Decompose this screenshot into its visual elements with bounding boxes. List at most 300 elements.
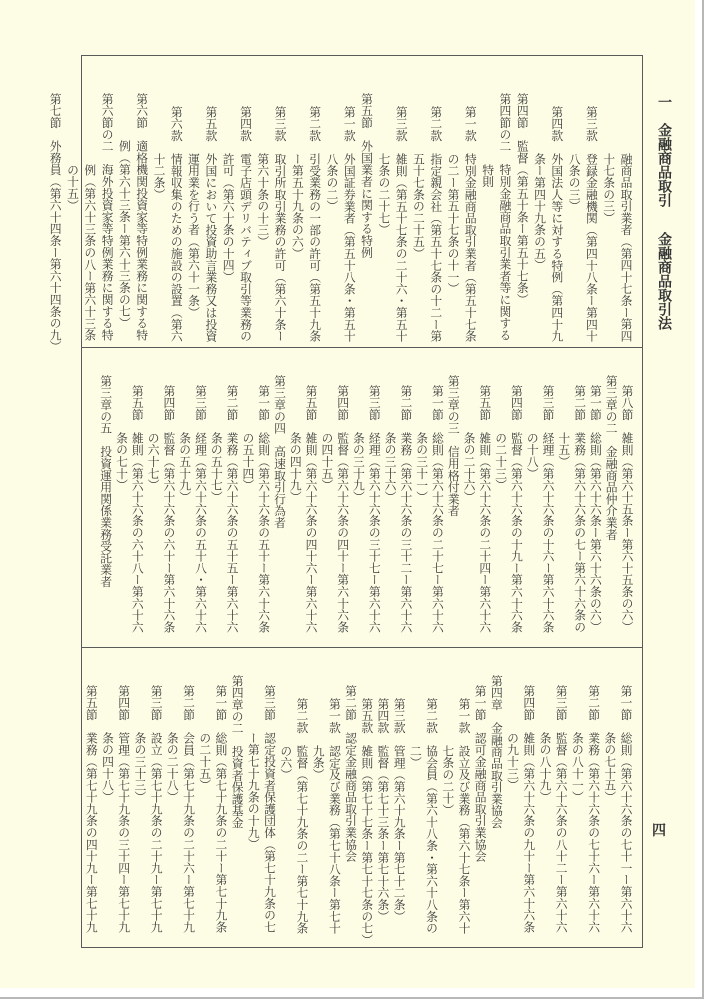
- toc-entry-title: 業務（第六十六条の七ー第六十六条の: [572, 432, 587, 633]
- toc-entry-title: 条の八十一）: [570, 732, 585, 803]
- toc-entry-section: [342, 648, 358, 948]
- toc-entry-continuation: [555, 348, 571, 646]
- toc-entry-title: 高速取引行為者: [272, 445, 287, 529]
- toc-entry-line: [617, 56, 634, 346]
- toc-entry-section: [239, 348, 271, 646]
- toc-entry-title: 監督（第六十六条の八十二ー第六十六: [554, 732, 569, 933]
- toc-entry-continuation: [132, 648, 148, 948]
- toc-entry-section: [523, 348, 555, 646]
- toc-entry-line: [513, 56, 530, 346]
- toc-entry-title: 外務員（第六十四条ー第六十四条の九）: [48, 140, 63, 353]
- toc-entry-label: 第八節: [620, 385, 634, 421]
- toc-entry-line: [148, 648, 164, 948]
- toc-entry-title: 外国証券業者（第五十八条・第五十: [342, 153, 357, 343]
- toc-entry-label: 第一款: [463, 106, 478, 142]
- toc-entry-title: 認定金融商品取引業協会: [343, 732, 358, 863]
- toc-entry-label: 第六款: [169, 106, 184, 142]
- toc-entry-title: 管理（第七十九条の三十四ー第七十九: [116, 732, 131, 933]
- running-header: [654, 95, 674, 330]
- toc-entry-section: [286, 348, 318, 646]
- toc-entry-line: [340, 56, 357, 346]
- toc-entry-label: 第五節: [304, 385, 319, 421]
- toc-entry-chapter: [229, 648, 245, 948]
- toc-entry-line: [98, 56, 115, 346]
- toc-entry-label: 第二款: [307, 106, 322, 142]
- toc-entry-spacer: [100, 152, 114, 164]
- toc-entry-title: の二ー第五十七条の十一）: [446, 153, 461, 295]
- toc-entry-title: の二十三）: [493, 432, 508, 492]
- toc-entry-article: [530, 56, 565, 346]
- toc-entry-title: 認可金融商品取引業協会: [473, 732, 488, 863]
- toc-entry-continuation: [239, 348, 255, 646]
- toc-entry-title: 引受業務の一部の許可（第五十九条: [307, 153, 322, 343]
- toc-entry-label: 第二款: [294, 698, 309, 734]
- toc-entry-section: [164, 648, 196, 948]
- toc-entry-label: 第四節: [521, 685, 536, 721]
- toc-entry-title: 条の七十）: [114, 432, 129, 492]
- toc-entry-title: ー第七十九条の十九）: [246, 732, 261, 851]
- toc-entry-section: [513, 56, 530, 346]
- toc-entry-title: 雑則（第六十六条の六十八ー第六十六: [130, 432, 145, 633]
- toc-entry-label: 第五款: [203, 106, 218, 142]
- toc-entry-title: 十五）: [556, 432, 571, 468]
- toc-entry-line: [571, 348, 587, 646]
- toc-entry-label: 第五款: [359, 698, 374, 734]
- toc-entry-title: の六）: [278, 745, 293, 781]
- toc-entry-continuation: [164, 648, 180, 948]
- toc-entry-label: 第三款: [584, 106, 599, 142]
- toc-entry-section: [115, 56, 150, 346]
- toc-entry-line: [357, 56, 374, 346]
- toc-entry-spacer: [162, 420, 176, 432]
- toc-entry-title: 五十七条の二十五）: [411, 153, 426, 260]
- toc-entry-title: 条の三十六）: [383, 432, 398, 503]
- toc-entry-article: [150, 56, 185, 346]
- toc-entry-line: [476, 348, 492, 646]
- toc-entry-spacer: [360, 733, 374, 745]
- toc-entry-title: 条の五十七）: [209, 432, 224, 503]
- toc-entry-spacer: [48, 128, 62, 140]
- toc-entry-title: 条の四十八）: [100, 732, 115, 803]
- toc-entry-line: [83, 648, 99, 948]
- toc-entry-section: [602, 648, 634, 948]
- toc-entry-continuation: [478, 56, 495, 346]
- toc-entry-label: 第四款: [238, 106, 253, 142]
- toc-entry-label: 第二節: [181, 685, 196, 721]
- toc-entry-continuation: [407, 648, 423, 948]
- toc-entry-title: 雑則（第六十五条ー第六十五条の六）: [620, 432, 634, 633]
- toc-entry-chapter: [602, 348, 618, 646]
- toc-entry-label: 第四節: [161, 385, 176, 421]
- toc-entry-title: 八条の二）: [324, 153, 339, 213]
- toc-entry-line: [618, 348, 634, 646]
- toc-entry-continuation: [99, 648, 115, 948]
- toc-entry-title: 外国法人等に対する特例（第四十九: [549, 153, 564, 343]
- toc-entry-line: [553, 648, 569, 948]
- toc-entry-continuation: [569, 648, 585, 948]
- toc-entry-title: 外国業者に関する特例: [359, 140, 374, 259]
- toc-entry-spacer: [327, 733, 341, 745]
- toc-entry-continuation: [176, 348, 192, 646]
- toc-entry-title: 二）: [408, 745, 423, 769]
- toc-entry-line: [223, 348, 239, 646]
- toc-entry-label: 第一節: [588, 385, 603, 421]
- toc-entry-section: [460, 348, 492, 646]
- toc-entry-label: 第六節の二: [100, 93, 115, 152]
- toc-entry-spacer: [588, 420, 602, 432]
- toc-entry-title: 総則（第六十六条の七十一ー第六十六: [619, 732, 633, 933]
- toc-entry-title: 特則: [480, 163, 495, 188]
- toc-entry-spacer: [457, 733, 471, 745]
- toc-entry-article: [409, 56, 444, 346]
- toc-entry-article: [288, 56, 323, 346]
- toc-entry-label: 第二節: [225, 385, 240, 421]
- toc-entry-title: の四十五）: [319, 432, 334, 492]
- toc-entry-line: [129, 348, 145, 646]
- toc-entry-label: 第二節: [572, 385, 587, 421]
- toc-entry-line: [392, 56, 409, 346]
- toc-entry-title: 条の三十一）: [414, 432, 429, 503]
- toc-entry-article: [323, 56, 358, 346]
- toc-entry-article: [444, 56, 479, 346]
- toc-entry-continuation: [288, 56, 305, 346]
- toc-entry-spacer: [272, 434, 286, 446]
- toc-entry-section: [357, 56, 374, 346]
- toc-entry-label: 第三節: [149, 685, 164, 721]
- toc-entry-label: 第二節: [398, 385, 413, 421]
- toc-entry-line: [359, 648, 375, 948]
- toc-entry-section: [318, 348, 350, 646]
- toc-entry-continuation: [530, 56, 547, 346]
- toc-entry-line: [229, 648, 245, 948]
- toc-entry-article: [278, 648, 310, 948]
- toc-entry-title: 雑則（第五十七条の二十六・第五十: [394, 153, 409, 343]
- toc-entry-title: 監督（第六十六条の六十ー第六十六条: [161, 432, 176, 633]
- toc-entry-line: [202, 56, 219, 346]
- toc-entry-article: [391, 648, 407, 948]
- toc-entry-continuation: [150, 56, 167, 346]
- toc-entry-spacer: [430, 420, 444, 432]
- toc-entry-continuation: [504, 648, 520, 948]
- toc-entry-continuation: [219, 56, 236, 346]
- toc-entry-label: 第三款: [273, 106, 288, 142]
- toc-entry-spacer: [619, 720, 633, 732]
- toc-entry-title: 条の八十九）: [537, 732, 552, 803]
- toc-entry-title: 条の四十九）: [288, 432, 303, 503]
- toc-entry-label: 第三款: [392, 698, 407, 734]
- toc-entry-title: 電子店頭デリバティブ取引等業務の: [238, 153, 253, 343]
- toc-entry-article: [375, 648, 391, 948]
- toc-entry-title: の九十三）: [505, 732, 520, 792]
- toc-entry-spacer: [509, 420, 523, 432]
- toc-entry-section: [63, 56, 115, 346]
- toc-entry-spacer: [342, 141, 356, 153]
- toc-entry-spacer: [392, 733, 406, 745]
- toc-entry-label: 第三節: [193, 385, 208, 421]
- toc-entry-label: 第四節: [509, 385, 524, 421]
- toc-entry-section: [587, 348, 603, 646]
- toc-entry-spacer: [204, 141, 218, 153]
- toc-entry-spacer: [522, 720, 536, 732]
- toc-entry-spacer: [584, 141, 598, 153]
- toc-entry-spacer: [446, 434, 460, 446]
- toc-entry-spacer: [130, 420, 144, 432]
- toc-entry-article: [310, 648, 342, 948]
- toc-entry-continuation: [253, 56, 270, 346]
- toc-entry-line: [582, 56, 599, 346]
- toc-entry-section: [197, 648, 229, 948]
- toc-entry-title: 十七条の三）: [601, 153, 616, 224]
- toc-entry-title: 海外投資家等特例業務に関する特: [100, 163, 115, 341]
- toc-entry-label: 第五節: [359, 93, 374, 129]
- toc-entry-title: 協会員（第六十八条・第六十八条の: [424, 745, 439, 935]
- toc-entry-spacer: [473, 720, 487, 732]
- toc-entry-label: 第三款: [394, 106, 409, 142]
- toc-entry-continuation: [278, 648, 294, 948]
- toc-entry-line: [342, 648, 358, 948]
- toc-entry-continuation: [375, 56, 392, 346]
- toc-entry-spacer: [573, 420, 587, 432]
- toc-entry-label: 第二款: [424, 698, 439, 734]
- header-spacer: [656, 109, 672, 123]
- toc-entry-chapter: [444, 348, 460, 646]
- toc-entry-continuation: [523, 348, 539, 646]
- toc-entry-title: 金融商品取引業協会: [489, 722, 504, 829]
- toc-entry-title: の十八）: [525, 432, 540, 480]
- toc-entry-title: 情報収集のための施設の設置（第六: [169, 153, 184, 343]
- toc-entry-label: 第四款: [549, 106, 564, 142]
- toc-entry-title: 第六十条の十三）: [255, 153, 270, 248]
- toc-entry-spacer: [193, 420, 207, 432]
- toc-entry-title: 業務（第六十六条の三十二ー第六十六: [398, 432, 413, 633]
- toc-entry-title: 金融商品仲介業者: [604, 445, 619, 541]
- toc-entry-spacer: [149, 720, 163, 732]
- toc-entry-spacer: [360, 128, 374, 140]
- toc-entry-line: [496, 56, 513, 346]
- toc-entry-label: 第五節: [84, 685, 99, 721]
- toc-entry-label: 第一節: [473, 685, 488, 721]
- toc-entry-label: 第四節の二: [497, 93, 512, 152]
- toc-entry-spacer: [308, 141, 322, 153]
- toc-entry-label: 第三節: [554, 685, 569, 721]
- toc-entry-continuation: [310, 648, 326, 948]
- toc-entry-article: [253, 56, 288, 346]
- toc-entry-label: 第七節: [48, 93, 63, 129]
- toc-entry-section: [478, 56, 513, 346]
- toc-entry-article: [219, 56, 254, 346]
- toc-entry-continuation: [81, 56, 98, 346]
- toc-entry-title: の十五）: [65, 163, 80, 211]
- toc-entry-title: 総則（第六十六条の五十ー第六十六条: [256, 432, 271, 633]
- toc-entry-continuation: [413, 348, 429, 646]
- toc-entry-line: [539, 348, 555, 646]
- toc-entry-label: 第五節: [130, 385, 145, 421]
- toc-entry-continuation: [492, 348, 508, 646]
- toc-band-bottom: [84, 648, 634, 948]
- toc-entry-line: [97, 348, 113, 646]
- toc-entry-title: 条の二十八）: [165, 732, 180, 803]
- toc-entry-title: 認定及び業務（第七十八条ー第七十: [327, 745, 342, 935]
- toc-entry-spacer: [498, 152, 512, 164]
- toc-entry-continuation: [323, 56, 340, 346]
- toc-entry-title: 条の三十三）: [132, 732, 147, 803]
- toc-entry-continuation: [113, 348, 129, 646]
- toc-entry-continuation: [115, 56, 132, 346]
- toc-entry-line: [488, 648, 504, 948]
- toc-entry-spacer: [344, 720, 358, 732]
- toc-entry-spacer: [620, 420, 634, 432]
- toc-entry-section: [245, 648, 277, 948]
- toc-entry-continuation: [184, 56, 201, 346]
- toc-entry-label: 第三章の三: [446, 375, 461, 434]
- toc-entry-continuation: [599, 56, 616, 346]
- toc-entry-continuation: [144, 348, 160, 646]
- toc-entry-label: 第三章の五: [98, 375, 113, 434]
- toc-entry-continuation: [440, 648, 456, 948]
- toc-entry-section: [492, 348, 524, 646]
- toc-entry-section: [618, 348, 634, 646]
- toc-entry-label: 第三節: [367, 385, 382, 421]
- toc-entry-section: [113, 348, 145, 646]
- toc-entry-title: 雑則（第六十六条の四十六ー第六十六: [304, 432, 319, 633]
- toc-entry-title: 総則（第六十六条ー第六十六条の六）: [588, 432, 603, 633]
- toc-entry-title: 許可（第六十条の十四）: [221, 153, 236, 283]
- toc-entry-title: 経理（第六十六条の五十八・第六十六: [193, 432, 208, 633]
- toc-entry-line: [192, 348, 208, 646]
- header-section-number: 一: [656, 95, 672, 109]
- toc-entry-spacer: [367, 420, 381, 432]
- toc-entry-continuation: [602, 648, 618, 948]
- toc-entry-label: 第六節: [134, 93, 149, 129]
- toc-entry-label: 第二款: [428, 106, 443, 142]
- toc-entry-section: [555, 348, 587, 646]
- toc-entry-section: [537, 648, 569, 948]
- toc-entry-line: [261, 648, 277, 948]
- toc-entry-title: 信用格付業者: [446, 445, 461, 517]
- toc-entry-chapter: [271, 348, 287, 646]
- toc-entry-title: 外国において投資助言業務又は投資: [203, 153, 218, 343]
- toc-entry-title: 投資運用関係業務受託業者: [98, 445, 113, 588]
- toc-entry-label: 第二節: [343, 685, 358, 721]
- toc-entry-label: 第一節: [430, 385, 445, 421]
- toc-entry-continuation: [350, 348, 366, 646]
- toc-entry-title: 取引所取引業務の許可（第六十条ー: [273, 153, 288, 343]
- toc-entry-title: 業務（第六十六条の五十五ー第六十六: [225, 432, 240, 633]
- toc-entry-article: [359, 648, 375, 948]
- toc-entry-line: [461, 56, 478, 346]
- toc-entry-article: [599, 56, 634, 346]
- toc-entry-section: [46, 56, 63, 353]
- toc-entry-chapter: [97, 348, 113, 646]
- toc-entry-spacer: [225, 420, 239, 432]
- toc-entry-continuation: [207, 348, 223, 646]
- toc-entry-title: 設立及び業務（第六十七条ー第六十: [456, 745, 471, 935]
- toc-entry-title: 総則（第七十九条の二十ー第七十九条: [213, 732, 228, 933]
- toc-entry-spacer: [463, 141, 477, 153]
- toc-entry-title: 監督（第六十六条の十九ー第六十六条: [509, 432, 524, 633]
- toc-entry-label: 第四節: [116, 685, 131, 721]
- toc-entry-article: [440, 648, 472, 948]
- toc-entry-line: [444, 348, 460, 646]
- toc-entry-line: [302, 348, 318, 646]
- toc-entry-line: [305, 56, 322, 346]
- toc-entry-spacer: [478, 420, 492, 432]
- toc-entry-label: 第三節: [262, 685, 277, 721]
- toc-entry-spacer: [554, 720, 568, 732]
- toc-entry-title: 認定投資者保護団体（第七十九条の七: [262, 732, 277, 933]
- toc-entry-continuation: [537, 648, 553, 948]
- header-law-title: 金融商品取引法: [656, 232, 672, 330]
- toc-entry-article: [565, 56, 600, 346]
- toc-entry-spacer: [263, 720, 277, 732]
- toc-entry-section: [83, 648, 99, 948]
- toc-entry-section: [413, 348, 445, 646]
- toc-entry-continuation: [197, 648, 213, 948]
- toc-entry-spacer: [587, 720, 601, 732]
- toc-entry-title: 総則（第六十六条の二十七ー第六十六: [430, 432, 445, 633]
- toc-entry-line: [46, 56, 63, 353]
- toc-entry-section: [144, 348, 176, 646]
- toc-entry-spacer: [304, 420, 318, 432]
- toc-entry-label: 第一款: [342, 106, 357, 142]
- toc-entry-title: 例（第六十三条の八ー第六十三条: [82, 163, 97, 341]
- toc-entry-line: [429, 348, 445, 646]
- toc-entry-line: [521, 648, 537, 948]
- toc-entry-section: [569, 648, 601, 948]
- toc-entry-line: [472, 648, 488, 948]
- toc-entry-continuation: [444, 56, 461, 346]
- toc-entry-spacer: [336, 420, 350, 432]
- toc-entry-title: 設立（第七十九条の二十九ー第七十九: [149, 732, 164, 933]
- toc-entry-spacer: [604, 434, 618, 446]
- toc-entry-spacer: [489, 710, 503, 722]
- toc-entry-spacer: [394, 141, 408, 153]
- toc-entry-continuation: [409, 56, 426, 346]
- toc-entry-continuation: [63, 56, 80, 346]
- toc-entry-spacer: [541, 420, 555, 432]
- toc-entry-title: 運用業を行う者（第六十一条）: [186, 153, 201, 319]
- toc-entry-continuation: [381, 348, 397, 646]
- toc-entry-title: 雑則（第六十六条の二十四ー第六十六: [477, 432, 492, 633]
- toc-band-top: [48, 56, 634, 353]
- toc-entry-line: [167, 56, 184, 346]
- toc-entry-label: 第四款: [375, 698, 390, 734]
- toc-entry-title: 雑則（第六十六条の九十ー第六十六条: [521, 732, 536, 933]
- toc-entry-continuation: [286, 348, 302, 646]
- toc-entry-line: [213, 648, 229, 948]
- toc-entry-line: [365, 348, 381, 646]
- toc-entry-label: 第四節: [515, 93, 530, 129]
- toc-entry-title: 指定親会社（第五十七条の十二ー第: [428, 153, 443, 343]
- toc-entry-title: 例（第六十三条ー第六十三条の七）: [117, 140, 132, 329]
- toc-entry-line: [294, 648, 310, 948]
- toc-entry-label: 第二節: [586, 685, 601, 721]
- toc-entry-section: [207, 348, 239, 646]
- toc-entry-title: 条の二十六）: [462, 432, 477, 503]
- toc-entry-label: 第三節: [541, 385, 556, 421]
- toc-entry-continuation: [245, 648, 261, 948]
- toc-entry-line: [391, 648, 407, 948]
- toc-entry-spacer: [182, 720, 196, 732]
- toc-entry-spacer: [376, 733, 390, 745]
- toc-entry-label: 第三章の四: [272, 375, 287, 434]
- toc-entry-title: 投資者保護基金: [230, 745, 245, 829]
- toc-entry-title: 監督（第七十三条ー第七十六条）: [375, 745, 390, 923]
- toc-entry-title: 雑則（第七十七条ー第七十七条の七）: [359, 745, 374, 946]
- toc-entry-article: [375, 56, 410, 346]
- toc-entry-spacer: [399, 420, 413, 432]
- toc-entry-section: [176, 348, 208, 646]
